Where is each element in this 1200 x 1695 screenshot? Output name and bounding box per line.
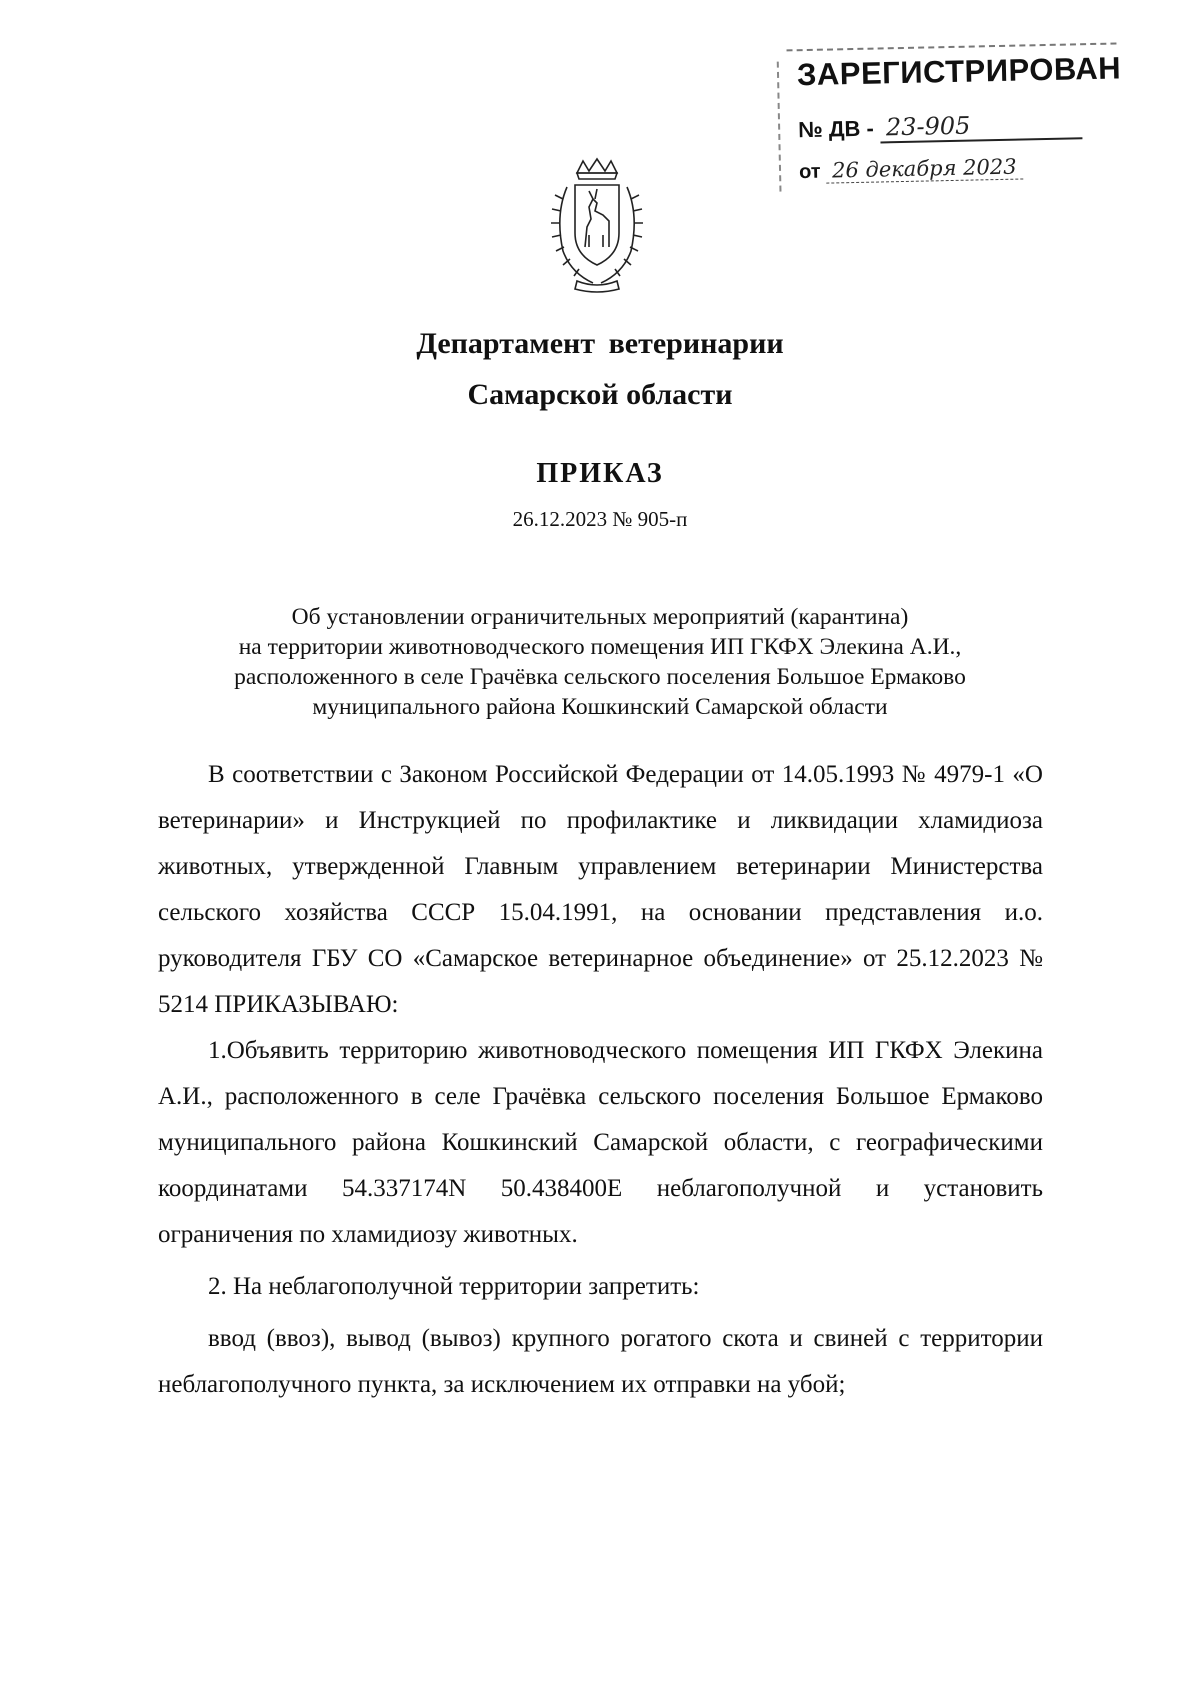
item-2-paragraph: 2. На неблагополучной территории запретить: — [208, 1273, 700, 1300]
stamp-number-value: 23-905 — [880, 109, 1083, 143]
preamble-paragraph: В соответствии с Законом Российской Федерации от 14.05.1993 № 4979-1 «О ветеринарии» и Инструкцией по профилактике и ликвидации хламидиоза животных, утвержденной Главным управлением ветеринарии Министерства сельского хозяйства СССР 15.04.1991, на основании представления и.о. руководителя ГБУ СО «Самарское ветеринарное объединение» от 25.12.2023 № 5214 ПРИКАЗЫВАЮ: — [158, 761, 1043, 1018]
department-name-line2: Самарской области — [467, 378, 733, 411]
stamp-number-row — [798, 109, 1082, 145]
stamp-border-left — [777, 62, 782, 192]
subject-line: Об установлении ограничительных мероприятий (карантина) — [291, 604, 909, 630]
stamp-number-label: № ДВ - — [797, 115, 875, 143]
samara-coat-of-arms-icon — [537, 155, 657, 295]
stamp-title: ЗАРЕГИСТРИРОВАН — [796, 50, 1122, 93]
item-1-paragraph: 1.Объявить территорию животноводческого помещения ИП ГКФХ Элекина А.И., расположенного в селе Грачёвка сельского поселения Большое Ермаково муниципального района Кошкинский Самарской области, с географическими координатами 54.337174N 50.438400E неблагополучной и установить ограничения по хламидиозу животных. — [158, 1037, 1043, 1248]
stamp-date-value: 26 декабря 2023 — [826, 155, 1023, 184]
stamp-border-top — [787, 43, 1117, 52]
subject-line: муниципального района Кошкинский Самарской области — [312, 694, 888, 720]
stamp-date-label: от — [798, 160, 821, 184]
department-name-line1: Департамент ветеринарии — [416, 327, 784, 360]
subject-line: на территории животноводческого помещения ИП ГКФХ Элекина А.И., — [238, 634, 962, 660]
stamp-date-row — [799, 155, 1023, 185]
item-2-sub-paragraph: ввод (ввоз), вывод (вывоз) крупного рогатого скота и свиней с территории неблагополучного пункта, за исключением их отправки на убой; — [158, 1325, 1043, 1398]
order-subject — [150, 602, 1050, 722]
order-title: ПРИКАЗ — [536, 458, 664, 489]
subject-line: расположенного в селе Грачёвка сельского поселения Большое Ермаково — [234, 664, 966, 690]
registration-stamp — [776, 40, 1124, 197]
order-date-number: 26.12.2023 № 905-п — [512, 507, 688, 531]
order-body — [158, 752, 1043, 1408]
